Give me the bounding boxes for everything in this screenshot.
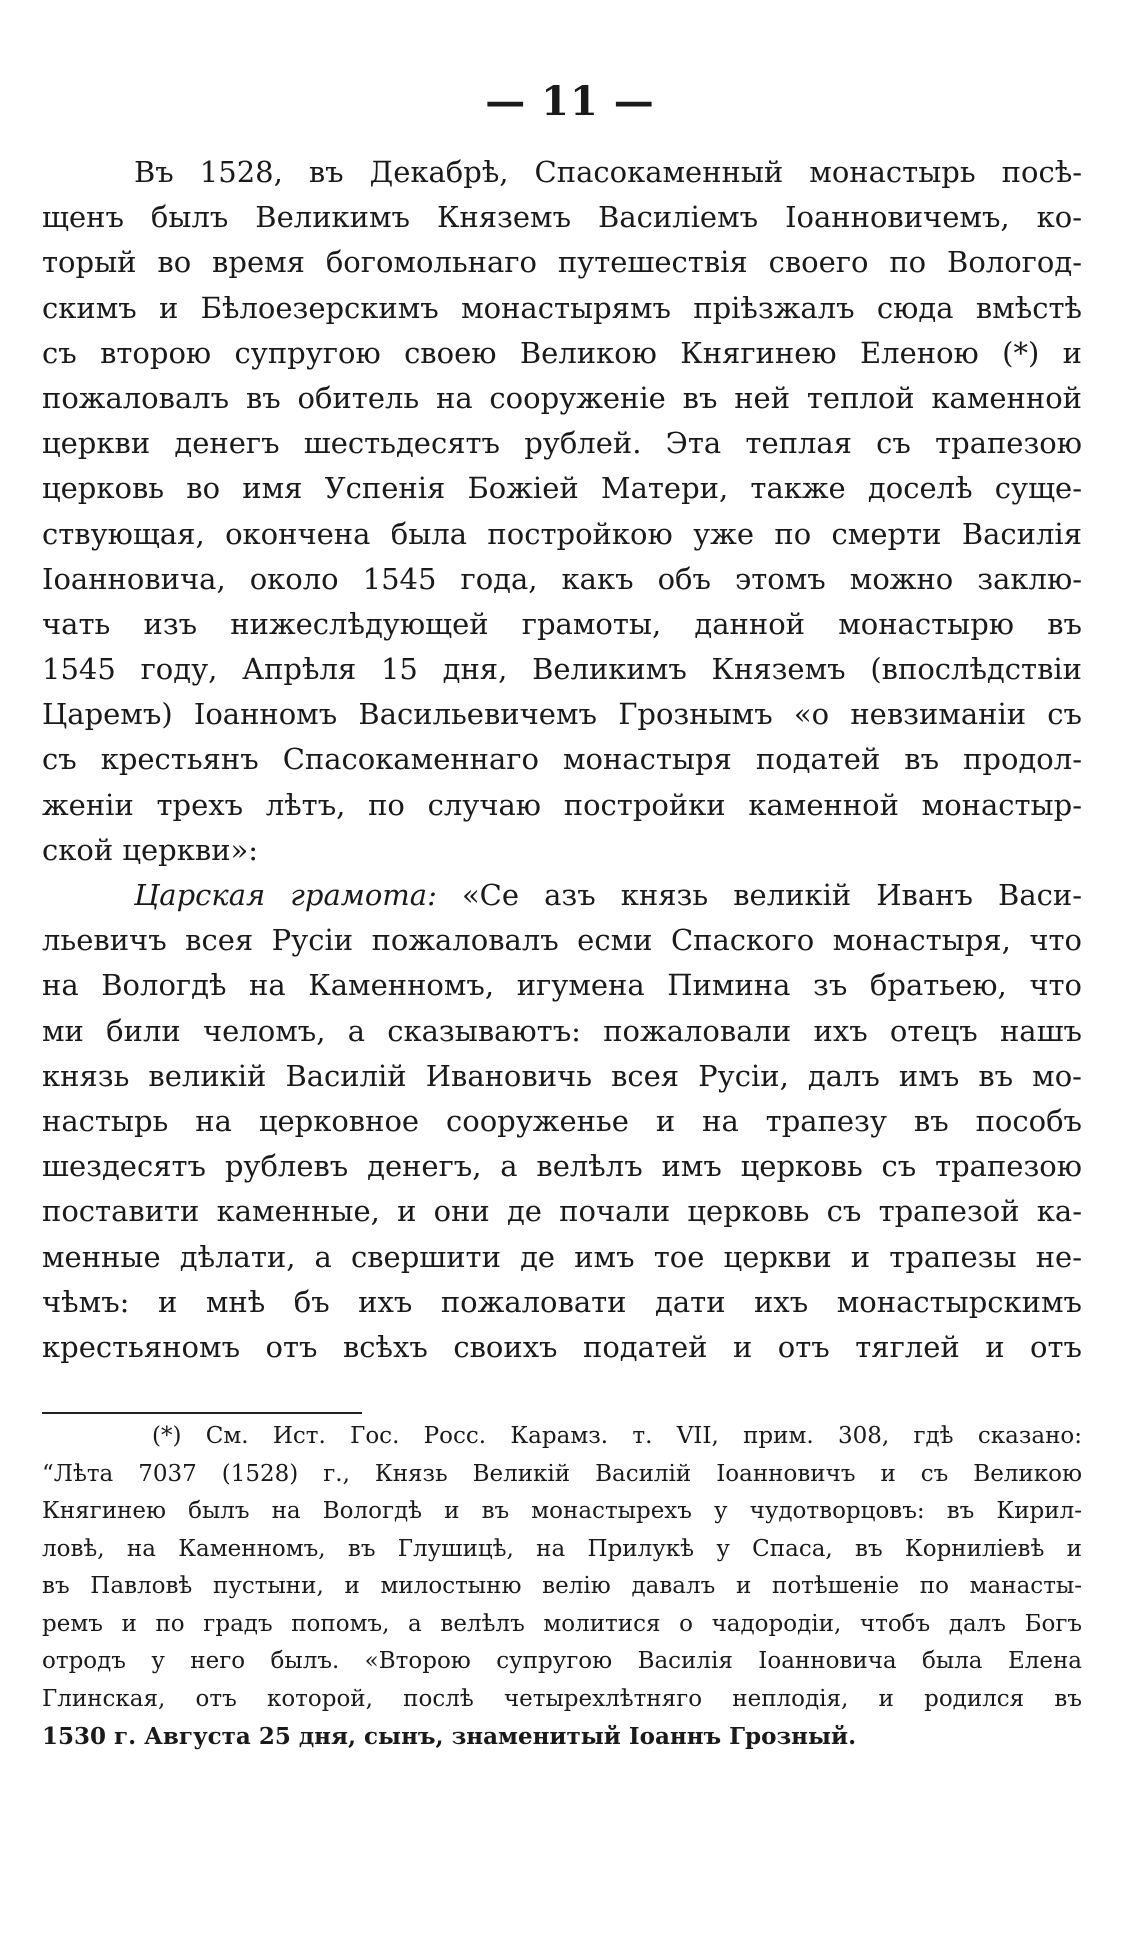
line-text: церковь во имя Успенія Божіей Матери, также доселѣ суще- [42,471,1082,506]
line-text: щенъ былъ Великимъ Княземъ Василіемъ Іоанновичемъ, ко- [42,200,1082,235]
text-line [42,963,1082,1008]
text-line [42,557,1082,602]
line-text: 1545 году, Апрѣля 15 дня, Великимъ Княземъ (впослѣдствіи [42,652,1082,687]
text-line [42,1235,1082,1280]
text-line [42,647,1082,692]
footnote-divider [42,1412,362,1414]
line-text: пожаловалъ въ обитель на сооруженіе въ ней теплой каменной [42,380,1082,415]
line-text: Іоанновича, около 1545 года, какъ объ этомъ можно заклю- [42,561,1082,596]
main-text [42,150,1082,1370]
text-line [42,1280,1082,1325]
footnote-line: ремъ и по градъ попомъ, а велѣлъ молитися о чадородіи, чтобъ далъ Богъ [42,1610,1082,1637]
footnote-line: Княгинею былъ на Вологдѣ и въ монастырехъ у чудотворцовъ: въ Кирил- [42,1498,1082,1524]
text-line [42,1144,1082,1189]
line-text: шездесятъ рублевъ денегъ, а велѣлъ имъ церковь съ трапезою [42,1149,1082,1184]
text-line [42,873,1082,918]
text-line [42,376,1082,421]
line-text: съ второю супругою своею Великою Княгинею Еленою (*) и [42,335,1082,370]
line-text: чѣмъ: и мнѣ бъ ихъ пожаловати дати ихъ монастырскимъ [42,1284,1082,1319]
footnote-line: “Лѣта 7037 (1528) г., Князь Великій Василій Іоанновичъ и съ Великою [42,1460,1082,1487]
footnote-line: отродъ у него былъ. «Второю супругою Василія Іоанновича была Елена [42,1648,1082,1674]
footnote-line: въ Павловѣ пустыни, и милостыню велію давалъ и потѣшеніе по манасты- [42,1573,1082,1599]
text-line [42,783,1082,828]
line-text: скимъ и Бѣлоезерскимъ монастырямъ пріѣзжалъ сюда вмѣстѣ [42,290,1082,325]
footnote-line: Глинская, отъ которой, послѣ четырехлѣтняго неплодія, и родился въ [42,1685,1082,1712]
text-line [42,1054,1082,1099]
text-line [42,1325,1082,1370]
footnote [42,1418,1082,1756]
text-line [42,331,1082,376]
text-line [42,602,1082,647]
text-line [42,466,1082,511]
line-text: поставити каменные, и они де почали церковь съ трапезой ка- [42,1194,1082,1229]
text-line [42,918,1082,963]
text-line [42,1099,1082,1144]
text-line [42,195,1082,240]
line-text: на Вологдѣ на Каменномъ, игумена Пимина зъ братьею, что [42,968,1082,1003]
line-text: «Се азъ князь великій Иванъ Васи- [436,878,1082,912]
text-line [42,240,1082,285]
footnote-line: (*) См. Ист. Гос. Росс. Карамз. т. VII, прим. 308, гдѣ сказано: [152,1423,1082,1449]
line-text: ствующая, окончена была постройкою уже по смерти Василія [42,516,1082,551]
text-line [42,512,1082,557]
line-text: съ крестьянъ Спасокаменнаго монастыря податей въ продол- [42,742,1082,777]
line-text: ми били челомъ, а сказываютъ: пожаловали ихъ отецъ нашъ [42,1013,1082,1048]
line-text: торый во время богомольнаго путешествія своего по Вологод- [42,245,1082,280]
text-line [42,1189,1082,1234]
line-text: князь великій Василій Ивановичь всея Русіи, далъ имъ въ мо- [42,1058,1082,1093]
italic-heading: Царская грамота: [134,878,437,912]
line-text: женіи трехъ лѣтъ, по случаю постройки каменной монастыр- [42,787,1082,822]
text-line [42,421,1082,466]
text-line [42,692,1082,737]
footnote-line: 1530 г. Августа 25 дня, сынъ, знаменитый Іоаннъ Грозный. [42,1723,857,1750]
line-text: Царемъ) Іоанномъ Васильевичемъ Грознымъ «о невзиманіи съ [42,697,1082,732]
text-line [42,286,1082,331]
line-text: настырь на церковное сооруженье и на трапезу въ пособъ [42,1103,1082,1138]
line-text: церкви денегъ шестьдесятъ рублей. Эта теплая съ трапезою [42,426,1082,461]
text-line [42,828,1082,873]
page-number: — 11 — [485,78,655,125]
line-text: льевичъ всея Русіи пожаловалъ есми Спаского монастыря, что [42,923,1082,958]
text-line [42,150,1082,195]
line-text: чать изъ нижеслѣдующей грамоты, данной монастырю въ [42,606,1082,641]
text-line [42,1009,1082,1054]
footnote-line: ловѣ, на Каменномъ, въ Глушицѣ, на Прилукѣ у Спаса, въ Корниліевѣ и [42,1535,1082,1562]
text-line [42,737,1082,782]
line-text: крестьяномъ отъ всѣхъ своихъ податей и отъ тяглей и отъ [42,1329,1082,1364]
line-text: Въ 1528, въ Декабрѣ, Спасокаменный монастырь посѣ- [134,155,1082,189]
line-text: менные дѣлати, а свершити де имъ тое церкви и трапезы не- [42,1239,1082,1274]
line-text: ской церкви»: [42,832,259,867]
